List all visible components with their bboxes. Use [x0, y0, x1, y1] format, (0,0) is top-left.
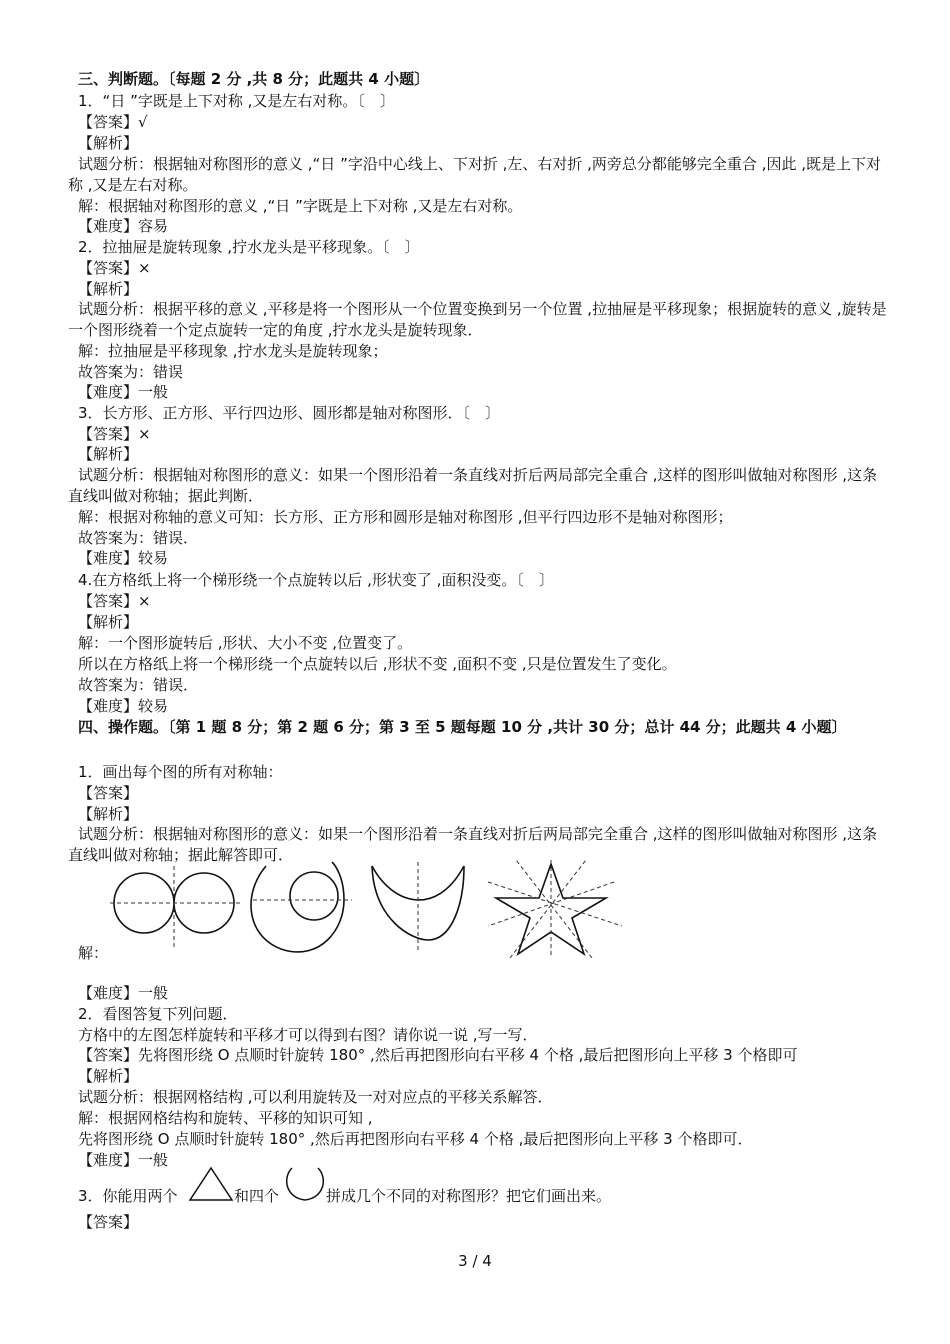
final-answer-text: 故答案为：错误． [78, 529, 199, 547]
prompt-text: 方格中的左图怎样旋转和平移才可以得到右图？请你说一说 ,写一写． [78, 1026, 538, 1044]
question-text-part: 3．你能用两个 [78, 1187, 178, 1205]
difficulty-text: 【难度】较易 [78, 549, 169, 567]
analysis-text: 试题分析：根据平移的意义 ,平移是将一个图形从一个位置变换到另一个位置 ,拉抽屉是平移现象；根据旋转的意义 ,旋转是一个图形绕着一个定点旋转一定的角度 ,拧水龙头是旋转现象． [68, 300, 887, 339]
difficulty-text: 【难度】一般 [78, 984, 169, 1002]
analysis-text: 试题分析：根据轴对称图形的意义：如果一个图形沿着一条直线对折后两局部完全重合 ,这样的图形叫做轴对称图形 ,这条直线叫做对称轴；据此判断． [68, 466, 878, 505]
answer-text: 【答案】先将图形绕 O 点顺时针旋转 180° ,然后再把图形向右平移 4 个格 ,最后把图形向上平移 3 个格即可 [78, 1046, 798, 1064]
answer-text: 【答案】× [78, 425, 151, 443]
answer-text: 【答案】 [78, 1213, 139, 1231]
answer-text: 【答案】× [78, 592, 151, 610]
difficulty-text: 【难度】容易 [78, 217, 169, 235]
final-answer-text: 故答案为：错误． [78, 676, 199, 694]
answer-text: 【答案】 [78, 784, 139, 802]
question-text: 4.在方格纸上将一个梯形绕一个点旋转以后 ,形状变了 ,面积没变。〔 〕 [78, 571, 554, 589]
analysis-label: 【解析】 [78, 613, 139, 631]
page-number: 3 / 4 [458, 1252, 492, 1270]
solution-text: 解：根据轴对称图形的意义 ,“日 ”字既是上下对称 ,又是左右对称。 [78, 197, 523, 215]
solution-text: 解：根据网格结构和旋转、平移的知识可知 , [78, 1109, 373, 1127]
arc-shape-icon [282, 1164, 328, 1204]
difficulty-text: 【难度】一般 [78, 1151, 169, 1169]
question-text: 2．看图答复下列问题． [78, 1005, 238, 1023]
question-text: 1．“日 ”字既是上下对称 ,又是左右对称。〔 〕 [78, 92, 395, 110]
analysis-label: 【解析】 [78, 1067, 139, 1085]
question-text-part: 和四个 [234, 1187, 280, 1205]
question-text: 2．拉抽屉是旋转现象 ,拧水龙头是平移现象。〔 〕 [78, 238, 420, 256]
analysis-label: 【解析】 [78, 805, 139, 823]
analysis-label: 【解析】 [78, 134, 139, 152]
solution-text: 先将图形绕 O 点顺时针旋转 180° ,然后再把图形向右平移 4 个格 ,最后把图形向上平移 3 个格即可． [78, 1130, 753, 1148]
answer-text: 【答案】√ [78, 113, 148, 131]
solution-text: 解：拉抽屉是平移现象 ,拧水龙头是旋转现象； [78, 342, 388, 360]
analysis-label: 【解析】 [78, 445, 139, 463]
section-heading: 四、操作题。〔第 1 题 8 分；第 2 题 6 分；第 3 至 5 题每题 10 分 ,共计 30 分；总计 44 分；此题共 4 小题〕 [78, 718, 847, 736]
answer-text: 【答案】× [78, 259, 151, 277]
question-text-part: 拼成几个不同的对称图形？把它们画出来。 [326, 1187, 612, 1205]
analysis-text: 试题分析：根据轴对称图形的意义：如果一个图形沿着一条直线对折后两局部完全重合 ,这样的图形叫做轴对称图形 ,这条直线叫做对称轴；据此解答即可． [68, 825, 878, 864]
symmetry-axes-figure [106, 860, 636, 958]
analysis-label: 【解析】 [78, 280, 139, 298]
difficulty-text: 【难度】一般 [78, 383, 169, 401]
solution-text: 所以在方格纸上将一个梯形绕一个点旋转以后 ,形状不变 ,面积不变 ,只是位置发生了变化。 [78, 655, 677, 673]
analysis-text: 试题分析：根据网格结构 ,可以利用旋转及一对对应点的平移关系解答． [78, 1088, 553, 1106]
section-heading: 三、判断题。〔每题 2 分 ,共 8 分；此题共 4 小题〕 [78, 70, 430, 88]
analysis-text: 试题分析：根据轴对称图形的意义 ,“日 ”字沿中心线上、下对折 ,左、右对折 ,两旁总分都能够完全重合 ,因此 ,既是上下对称 ,又是左右对称。 [68, 155, 881, 194]
solution-text: 解：一个图形旋转后 ,形状、大小不变 ,位置变了。 [78, 634, 413, 652]
question-text: 1．画出每个图的所有对称轴： [78, 763, 283, 781]
solution-text: 解：根据对称轴的意义可知：长方形、正方形和圆形是轴对称图形 ,但平行四边形不是轴对称图形； [78, 508, 733, 526]
question-text: 3．长方形、正方形、平行四边形、圆形都是轴对称图形．〔 〕 [78, 404, 501, 422]
difficulty-text: 【难度】较易 [78, 697, 169, 715]
final-answer-text: 故答案为：错误 [78, 363, 184, 381]
solution-label: 解： [78, 944, 109, 962]
triangle-shape-icon [188, 1166, 234, 1202]
